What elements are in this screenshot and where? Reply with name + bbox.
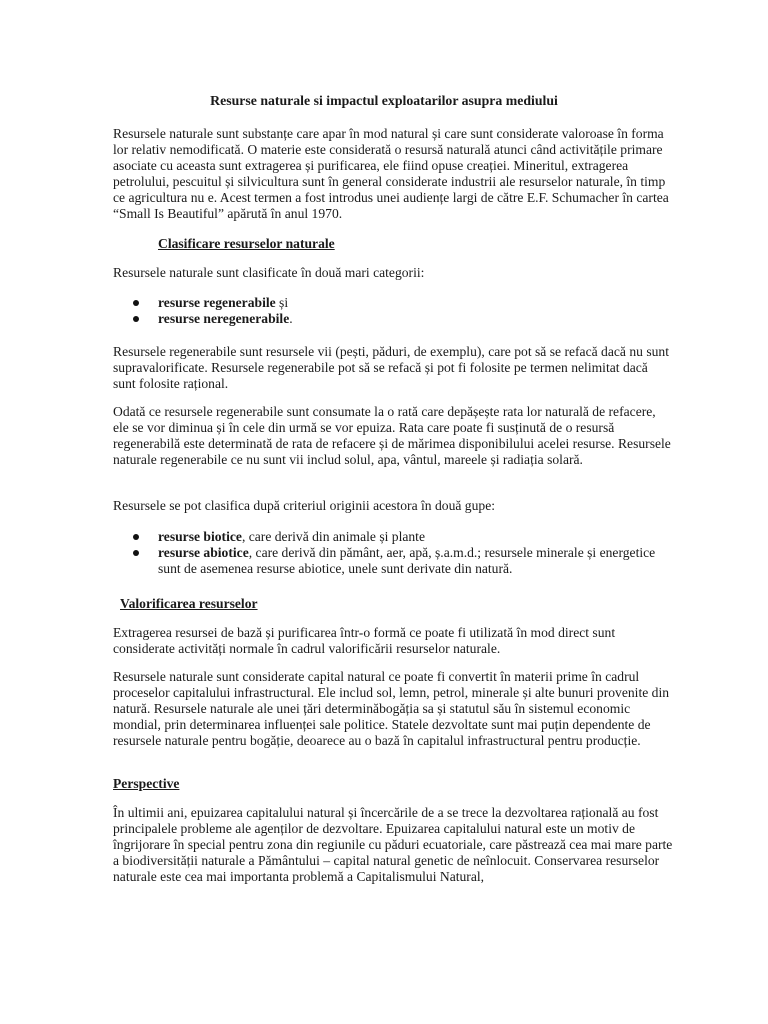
list-item bbox=[113, 529, 673, 545]
rate-paragraph bbox=[113, 404, 673, 468]
category-suffix: și bbox=[275, 295, 289, 310]
origin-description: , care derivă din animale și plante bbox=[241, 529, 425, 544]
origin-term: resurse biotice bbox=[158, 529, 242, 544]
origin-term: resurse abiotice bbox=[158, 545, 249, 560]
origin-intro bbox=[113, 498, 673, 514]
classification-intro bbox=[113, 265, 673, 281]
origin-intro-text: Resursele se pot clasifica după criteriul originii acestora în două gupe: bbox=[113, 498, 496, 513]
category-list bbox=[113, 295, 673, 327]
heading-classification bbox=[158, 236, 558, 252]
heading-perspective-text: Perspective bbox=[113, 776, 180, 791]
document-title: Resurse naturale si impactul exploatarilor asupra mediului bbox=[210, 93, 558, 108]
extraction-text: Extragerea resursei de bază și purificarea într-o formă ce poate fi utilizată în mod direct sunt considerate activități normale în cadrul valorificării resurselor naturale. bbox=[113, 625, 616, 656]
category-term: resurse neregenerabile bbox=[158, 311, 290, 326]
category-suffix: . bbox=[289, 311, 293, 326]
heading-valorification bbox=[120, 596, 520, 612]
bullet-icon bbox=[133, 300, 139, 306]
bullet-icon bbox=[133, 316, 139, 322]
capital-text: Resursele naturale sunt considerate capital natural ce poate fi convertit în materii prime în cadrul proceselor capitalului infrastructural. Ele includ sol, lemn, petrol, minerale și alte bunuri provenite din natură. Resursele naturale ale unei țări determinăbogăția sa și statutul său în sistemul economic mondial, prin determinarea influenței sale politice. Statele dezvoltate sunt mai puțin dependente de resursele naturale pentru bogăție, deoarece au o bază în capitalul infrastructural pentru producție. bbox=[113, 669, 670, 748]
origin-list bbox=[113, 529, 673, 577]
intro-text: Resursele naturale sunt substanțe care apar în mod natural și care sunt considerate valoroase în forma lor relativ nemodificată. O materie este considerată o resursă naturală atunci când activitățile primare asociate cu aceasta sunt extragerea și purificarea, ele fiind opuse creației. Mineritul, extragerea petrolului, pescuitul și silvicultura sunt în general considerate industrii ale resurselor naturale, în timp ce agricultura nu e. Acest termen a fost introdus unei audiențe largi de către E.F. Schumacher în cartea “Small Is Beautiful” apărută în anul 1970. bbox=[113, 126, 669, 221]
extraction-paragraph bbox=[113, 625, 673, 657]
category-term: resurse regenerabile bbox=[158, 295, 276, 310]
bullet-icon bbox=[133, 534, 139, 540]
perspective-text: În ultimii ani, epuizarea capitalului natural și încercările de a se trece la dezvoltarea rațională au fost principalele probleme ale agenților de dezvoltare. Epuizarea capitalului natural este un motiv de îngrijorare în special pentru zona din regiunile cu păduri ecuatoriale, care păstrează cea mai mare parte a biodiversității naturale a Pământului – capital natural genetic de neînlocuit. Conservarea resurselor naturale este cea mai importanta problemă a Capitalismului Natural, bbox=[113, 805, 673, 884]
heading-classification-text: Clasificare resurselor naturale bbox=[158, 236, 335, 251]
classification-intro-text: Resursele naturale sunt clasificate în două mari categorii: bbox=[113, 265, 425, 280]
list-item bbox=[113, 295, 673, 311]
intro-paragraph bbox=[113, 126, 673, 222]
list-item bbox=[113, 545, 673, 577]
perspective-paragraph bbox=[113, 805, 673, 885]
regenerable-text: Resursele regenerabile sunt resursele vii (pești, păduri, de exemplu), care pot să se refacă dacă nu sunt supravalorificate. Resursele regenerabile pot să se refacă și pot fi folosite pe termen nelimitat dacă sunt folosite rațional. bbox=[113, 344, 669, 391]
origin-description: , care derivă din pământ, aer, apă, ș.a.m.d.; resursele minerale și energetice sunt de asemenea resurse abiotice, unele sunt derivate din natură. bbox=[158, 545, 656, 576]
capital-paragraph bbox=[113, 669, 673, 749]
rate-text: Odată ce resursele regenerabile sunt consumate la o rată care depășește rata lor naturală de refacere, ele se vor diminua și în cele din urmă se vor epuiza. Rata care poate fi susținută de o resursă regenerabilă este determinată de rata de refacere și de mărimea disponibilului acelei resurse. Resursele naturale regenerabile ce nu sunt vii includ solul, apa, vântul, mareele și radiația solară. bbox=[113, 404, 671, 467]
regenerable-paragraph bbox=[113, 344, 673, 392]
heading-valorification-text: Valorificarea resurselor bbox=[120, 596, 258, 611]
bullet-icon bbox=[133, 550, 139, 556]
heading-perspective bbox=[113, 776, 673, 792]
list-item bbox=[113, 311, 673, 327]
